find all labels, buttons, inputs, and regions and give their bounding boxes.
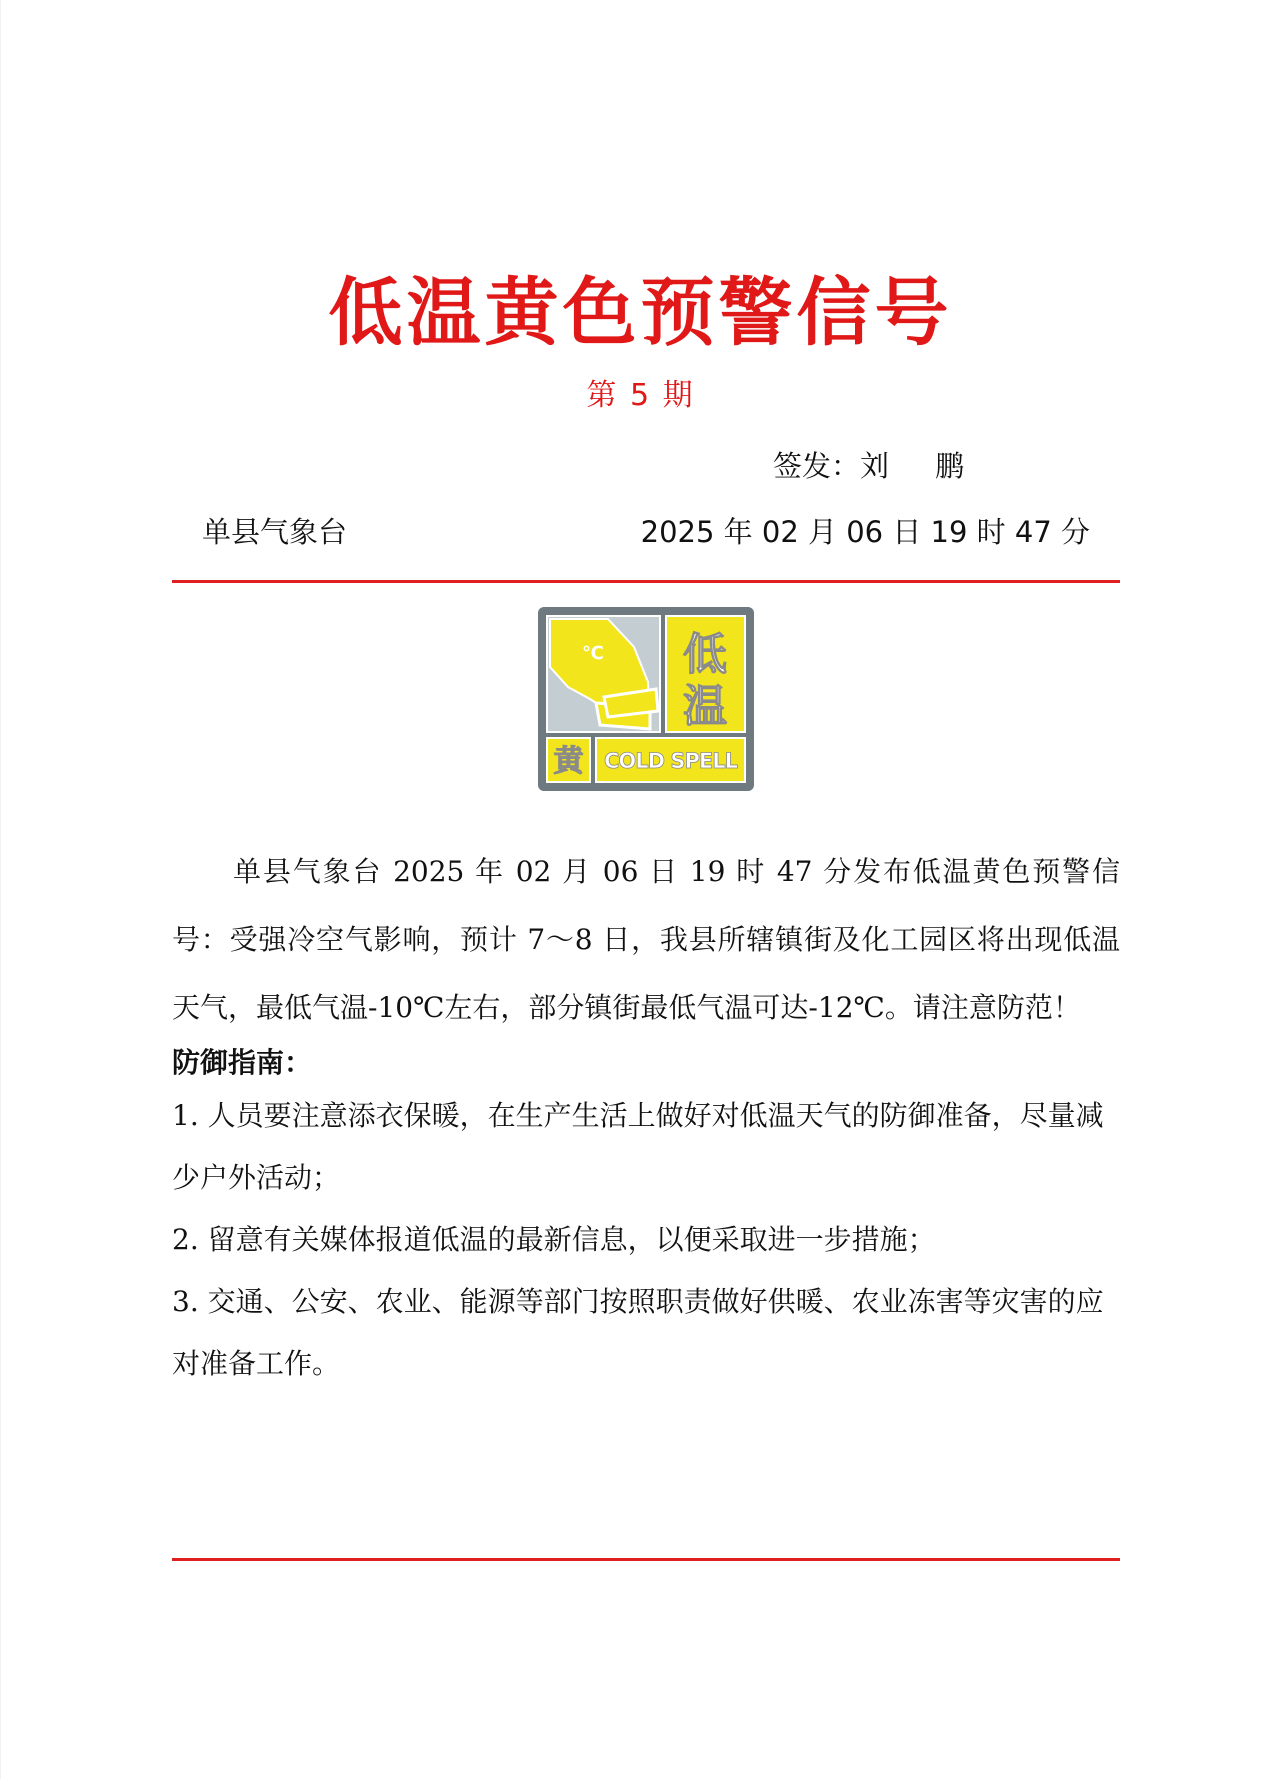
defense-guide-heading: 防御指南： — [172, 1046, 313, 1079]
cold-spell-yellow-signal-icon — [538, 607, 754, 791]
issue-datetime: 2025 年 02 月 06 日 19 时 47 分 — [640, 515, 1090, 549]
header-divider — [172, 580, 1120, 583]
guide-item: 1. 人员要注意添衣保暖，在生产生活上做好对低温天气的防御准备，尽量减少户外活动； — [172, 1099, 1104, 1194]
warning-title: 低温黄色预警信号 — [328, 270, 953, 356]
issuer-signature: 签发：刘 鹏 — [773, 449, 965, 483]
issuing-organization: 单县气象台 — [202, 515, 348, 549]
signal-english-label: COLD SPELL — [603, 749, 738, 773]
issue-number: 第 5 期 — [586, 378, 695, 413]
celsius-unit-label: ℃ — [582, 643, 604, 664]
warning-paragraph: 单县气象台 2025 年 02 月 06 日 19 时 47 分发布低温黄色预警信号：受强冷空气影响，预计 7～8 日，我县所辖镇街及化工园区将出现低温天气，最低气温-10℃左右，部分镇街最低气温可达-12℃。请注意防范！ — [172, 855, 1120, 1024]
signal-level-char: 黄 — [553, 744, 584, 779]
defense-guide-list — [172, 1085, 1120, 1395]
signal-char-2: 温 — [683, 681, 727, 732]
guide-item: 2. 留意有关媒体报道低温的最新信息，以便采取进一步措施； — [172, 1223, 936, 1256]
guide-item: 3. 交通、公安、农业、能源等部门按照职责做好供暖、农业冻害等灾害的应对准备工作。 — [172, 1285, 1104, 1380]
footer-divider — [172, 1558, 1120, 1561]
signal-char-1: 低 — [683, 629, 727, 680]
